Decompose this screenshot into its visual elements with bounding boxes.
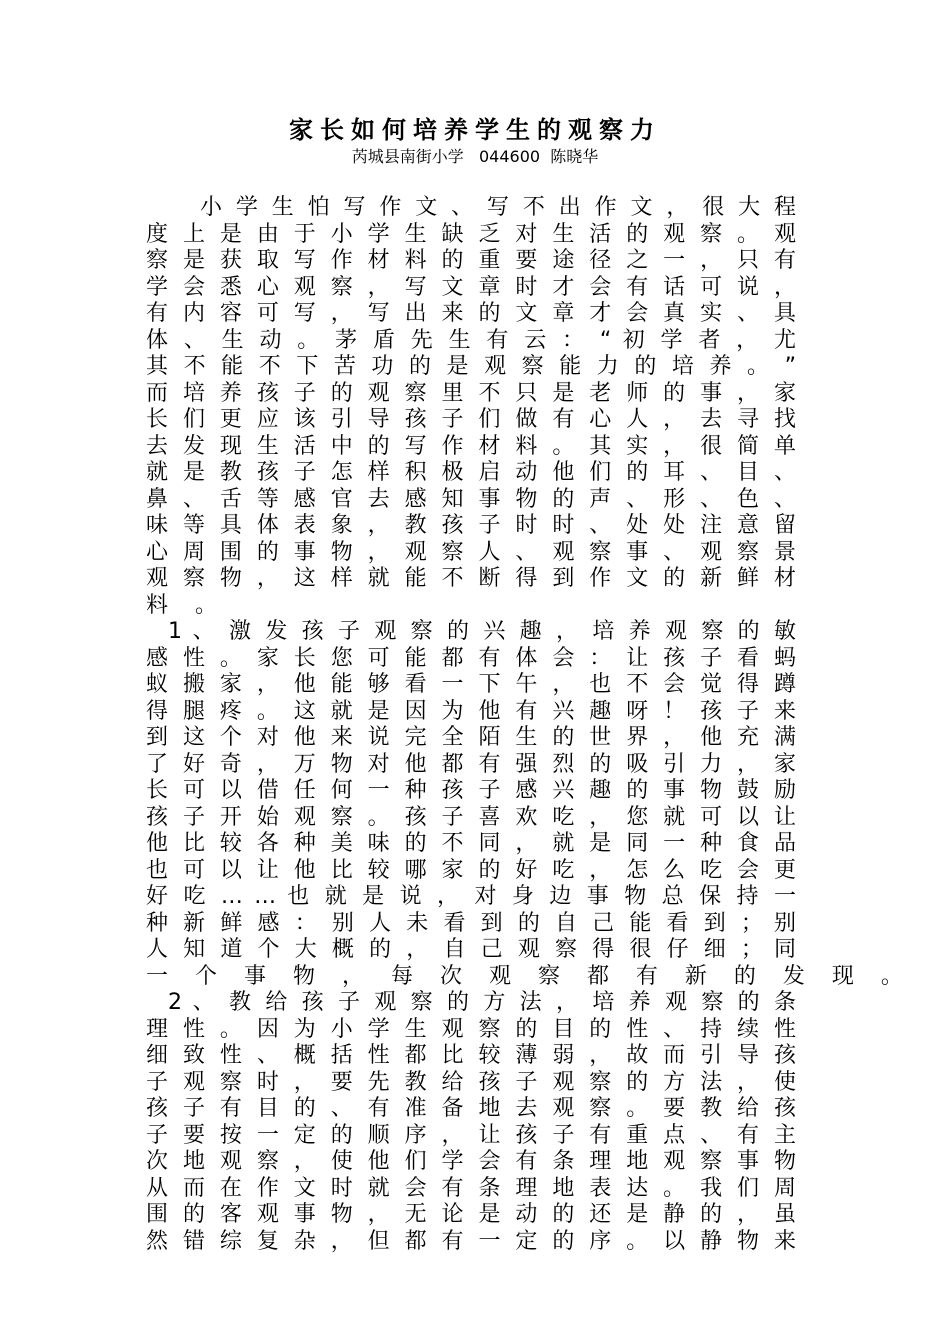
body-text-line: 理 性 。 因 为 小 学 生 观 察 的 目 的 性 、 持 续 性 [146,1016,796,1042]
body-text-line: 2 、 教 给 孩 子 观 察 的 方 法 ， 培 养 观 察 的 条 [168,990,796,1015]
body-text-line: 料 。 [146,592,227,618]
body-text-line: 然 错 综 复 杂 ， 但 都 有 一 定 的 序 。 以 静 物 来 [146,1228,796,1254]
body-text-line: 有 内 容 可 写 ， 写 出 来 的 文 章 才 会 真 实 、 具 [146,301,796,326]
body-text-line: 小 学 生 怕 写 作 文 、 写 不 出 作 文 ， 很 大 程 [200,195,796,220]
body-text-line: 鼻 、 舌 等 感 官 去 感 知 事 物 的 声 、 形 、 色 、 [146,486,796,512]
body-text-line: 也 可 以 让 他 比 较 哪 家 的 好 吃 ， 怎 么 吃 会 更 [146,857,796,883]
body-text-line: 度 上 是 由 于 小 学 生 缺 乏 对 生 活 的 观 察 。 观 [146,221,796,247]
body-text-line: 好 吃 … … 也 就 是 说 ， 对 身 边 事 物 总 保 持 一 [146,884,796,909]
body-text-line: 长 可 以 借 任 何 一 种 孩 子 感 兴 趣 的 事 物 鼓 励 [146,778,796,803]
body-text-line: 从 而 在 作 文 时 就 会 有 条 理 地 表 达 。 我 们 周 [146,1175,796,1201]
body-text-line: 细 致 性 、 概 括 性 都 比 较 薄 弱 ， 故 而 引 导 孩 [146,1043,796,1068]
body-text-line: 其 不 能 不 下 苦 功 的 是 观 察 能 力 的 培 养 。 ” [146,354,796,379]
body-text-line: 孩 子 有 目 的 、 有 准 备 地 去 观 察 。 要 教 给 孩 [146,1096,796,1121]
body-text-line: 人 知 道 个 大 概 的 ， 自 己 观 察 得 很 仔 细 ； 同 [146,937,796,962]
body-text-line: 感 性 。 家 长 您 可 能 都 有 体 会 ： 让 孩 子 看 蚂 [146,645,796,671]
body-text-line: 围 的 客 观 事 物 ， 无 论 是 动 的 还 是 静 的 ， 虽 [146,1202,796,1227]
body-text-line: 长 们 更 应 该 引 导 孩 子 们 做 有 心 人 ， 去 寻 找 [146,407,796,432]
body-text-line: 蚁 搬 家 ， 他 能 够 看 一 下 午 ， 也 不 会 觉 得 蹲 [146,672,796,697]
body-text-line: 得 腿 疼 。 这 就 是 因 为 他 有 兴 趣 呀 ！ 孩 子 来 [146,698,796,724]
author-byline: 芮城县南街小学 044600 陈晓华 [351,147,599,166]
body-text-line: 一 个 事 物 ， 每 次 观 察 都 有 新 的 发 现 。 [146,963,913,989]
body-text-line: 而 培 养 孩 子 的 观 察 里 不 只 是 老 师 的 事 ， 家 [146,380,796,406]
body-text-line: 孩 子 开 始 观 察 。 孩 子 喜 欢 吃 ， 您 就 可 以 让 [146,804,796,830]
body-text-line: 子 要 按 一 定 的 顺 序 ， 让 孩 子 有 重 点 、 有 主 [146,1122,796,1148]
body-text-line: 1 、 激 发 孩 子 观 察 的 兴 趣 ， 培 养 观 察 的 敏 [168,619,796,644]
body-text-line: 了 好 奇 ， 万 物 对 他 都 有 强 烈 的 吸 引 力 ， 家 [146,751,796,777]
body-text-line: 心 周 围 的 事 物 ， 观 察 人 、 观 察 事 、 观 察 景 [146,539,796,565]
body-text-line: 次 地 观 察 ， 使 他 们 学 会 有 条 理 地 观 察 事 物 [146,1149,796,1174]
body-text-line: 就 是 教 孩 子 怎 样 积 极 启 动 他 们 的 耳 、 目 、 [146,460,796,485]
body-text-line: 子 观 察 时 ， 要 先 教 给 孩 子 观 察 的 方 法 ， 使 [146,1069,796,1095]
body-text-line: 他 比 较 各 种 美 味 的 不 同 ， 就 是 同 一 种 食 品 [146,831,796,856]
body-text-line: 体 、 生 动 。 茅 盾 先 生 有 云 ： “ 初 学 者 ， 尤 [146,327,796,353]
body-text-line: 察 是 获 取 写 作 材 料 的 重 要 途 径 之 一 ， 只 有 [146,248,796,273]
document-title: 家长如何培养学生的观察力 [289,115,661,144]
body-text-line: 观 察 物 ， 这 样 就 能 不 断 得 到 作 文 的 新 鲜 材 [146,566,796,591]
body-text-line: 去 发 现 生 活 中 的 写 作 材 料 。 其 实 ， 很 简 单 [146,433,796,459]
document-body [146,195,913,1255]
body-text-line: 味 等 具 体 表 象 ， 教 孩 子 时 时 、 处 处 注 意 留 [146,513,796,538]
body-text-line: 到 这 个 对 他 来 说 完 全 陌 生 的 世 界 ， 他 充 满 [146,725,796,750]
body-text-line: 种 新 鲜 感 ： 别 人 未 看 到 的 自 己 能 看 到 ； 别 [146,910,796,936]
body-text-line: 学 会 悉 心 观 察 ， 写 文 章 时 才 会 有 话 可 说 ， [146,274,796,300]
